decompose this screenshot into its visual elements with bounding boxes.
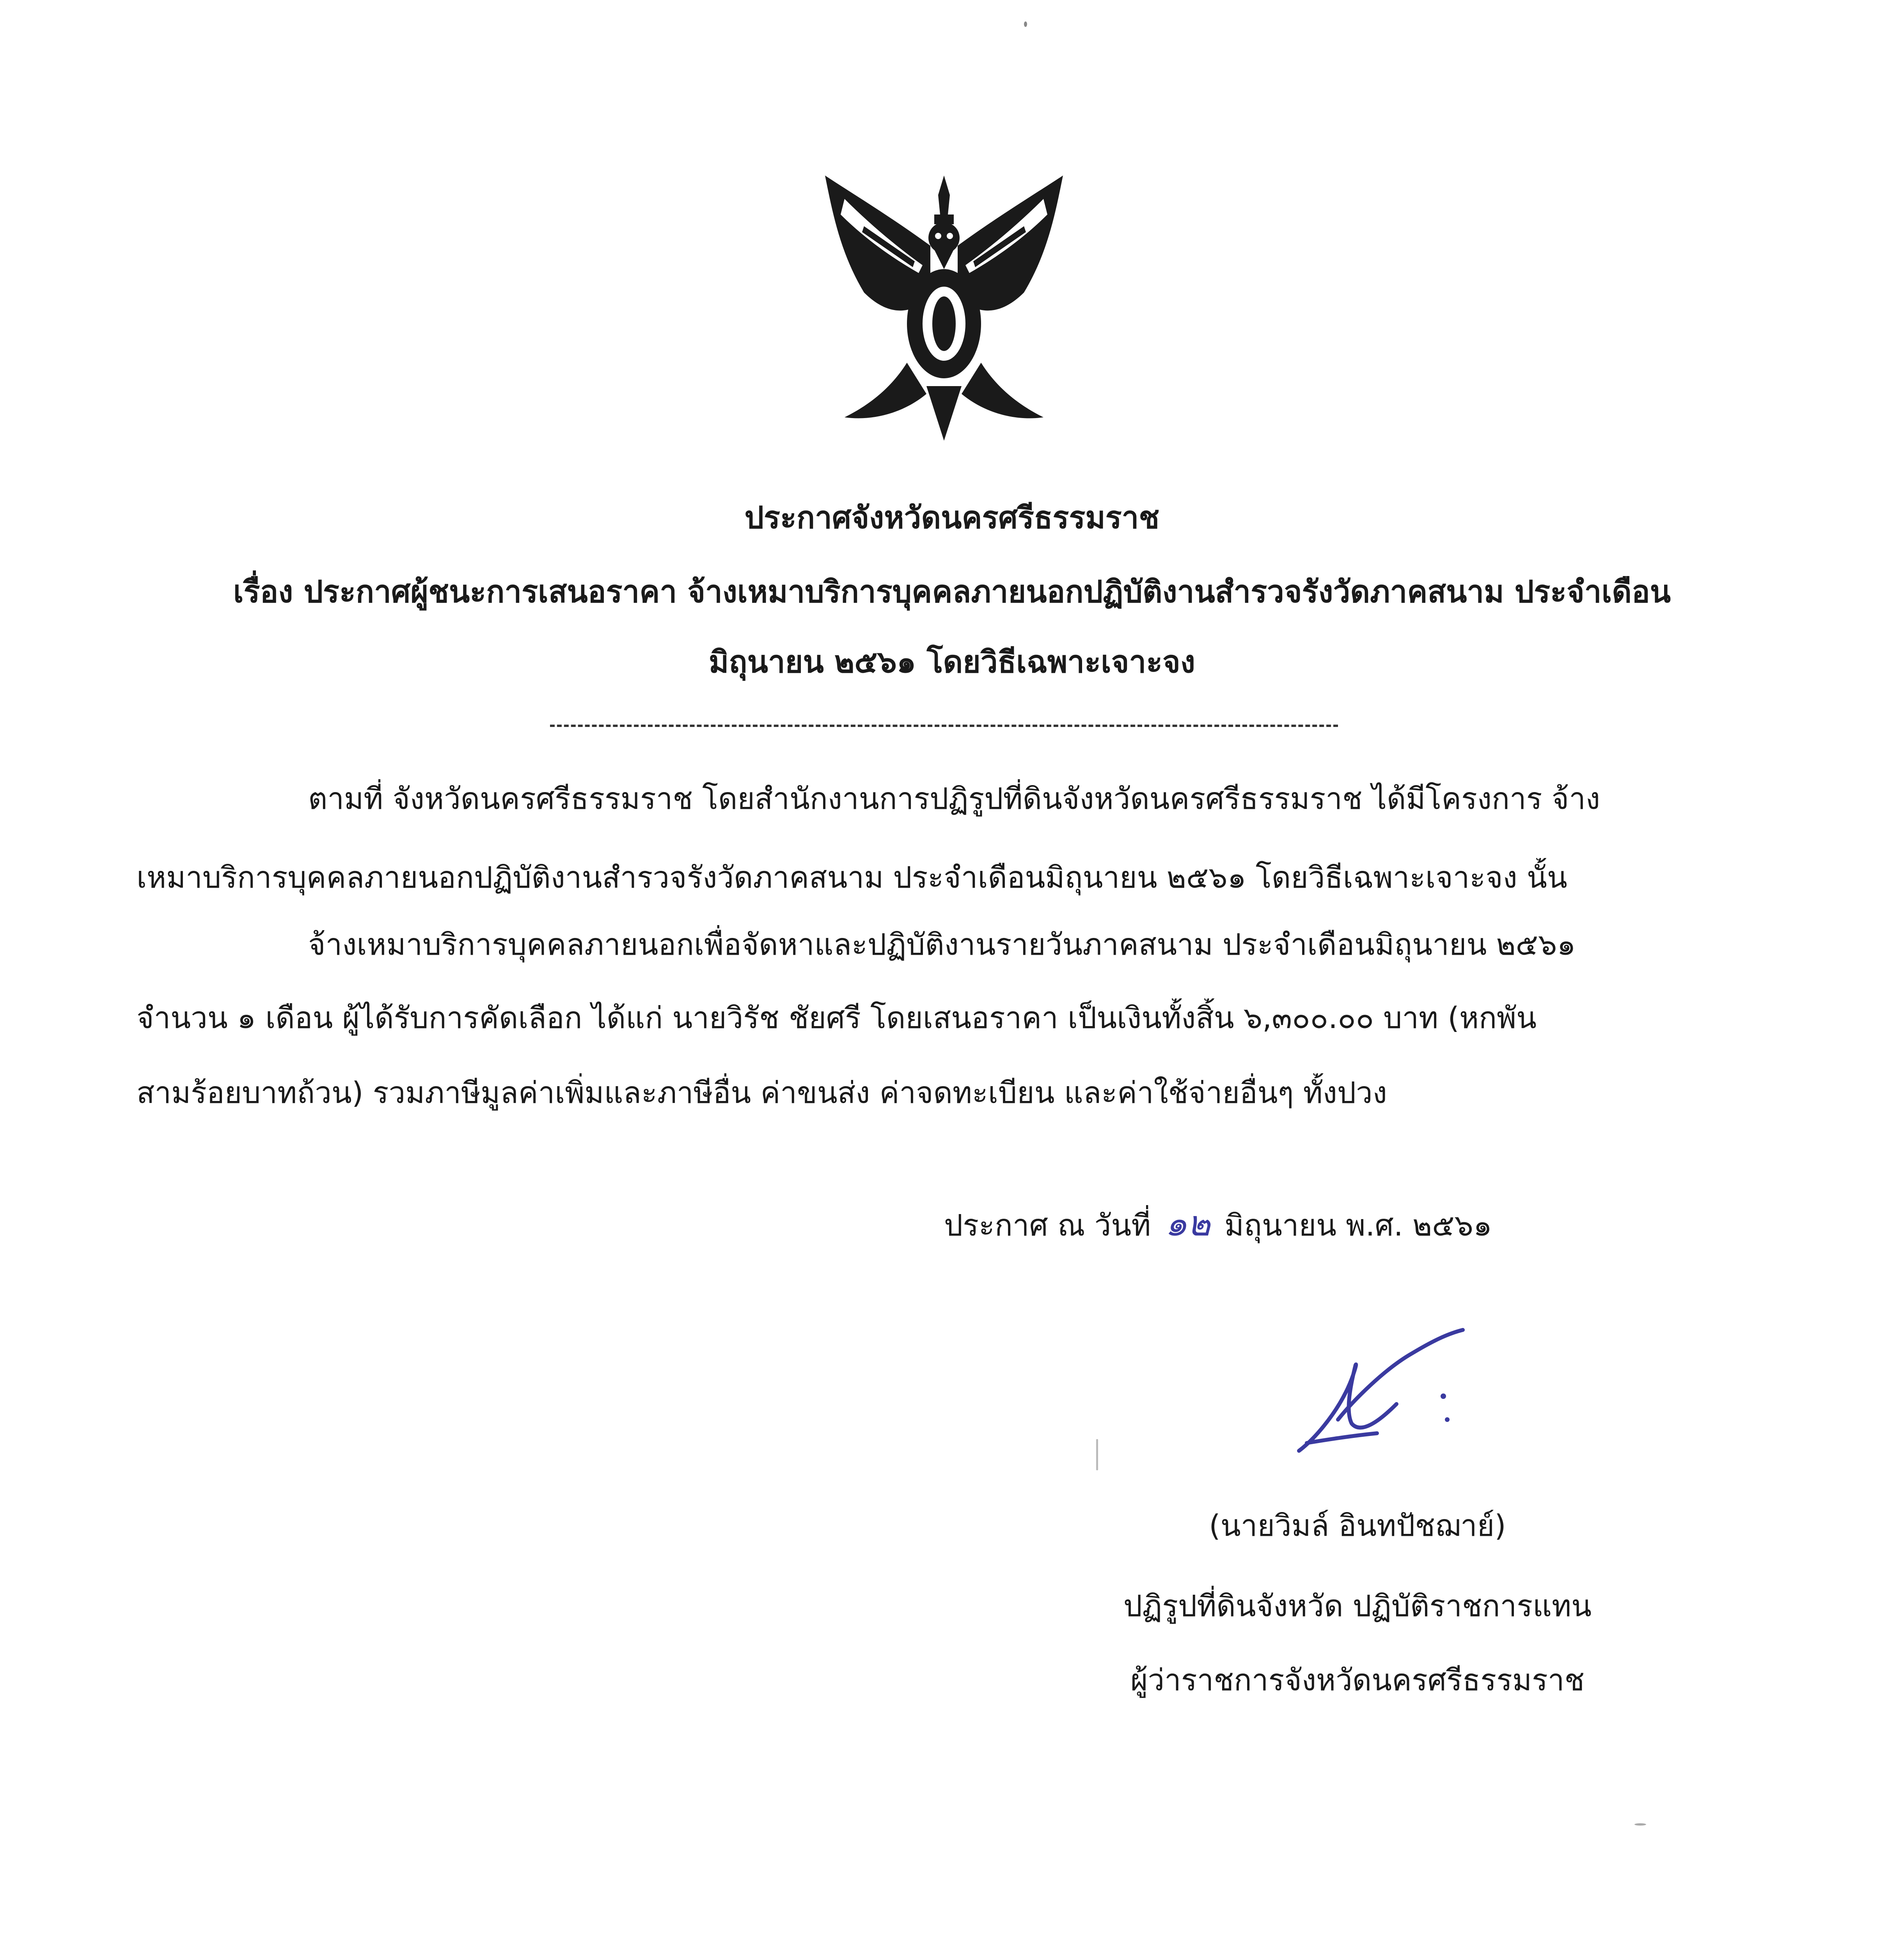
body-line: จ้างเหมาบริการบุคคลภายนอกเพื่อจัดหาและปฏิบัติงานรายวันภาคสนาม ประจำเดือนมิถุนายน ๒๕๖๑ [308, 927, 1576, 962]
signatory-name: (นายวิมล์ อินทปัชฌาย์) [1209, 1508, 1506, 1543]
scan-speck [1096, 1439, 1098, 1470]
announcement-title: ประกาศจังหวัดนครศรีธรรมราช [744, 500, 1160, 535]
announcement-subject: เรื่อง ประกาศผู้ชนะการเสนอราคา จ้างเหมาบริการบุคคลภายนอกปฏิบัติงานสำรวจรังวัดภาคสนาม ประจำเดือน [233, 574, 1671, 610]
date-suffix: มิถุนายน พ.ศ. ๒๕๖๑ [1224, 1208, 1492, 1243]
body-line: สามร้อยบาทถ้วน) รวมภาษีมูลค่าเพิ่มและภาษีอื่น ค่าขนส่ง ค่าจดทะเบียน และค่าใช้จ่ายอื่นๆ ทั้งปวง [137, 1075, 1387, 1110]
body-line: เหมาบริการบุคคลภายนอกปฏิบัติงานสำรวจรังวัดภาคสนาม ประจำเดือนมิถุนายน ๒๕๖๑ โดยวิธีเฉพาะเจาะจง นั้น [137, 860, 1567, 895]
date-prefix: ประกาศ ณ วันที่ [944, 1208, 1151, 1243]
body-line: จำนวน ๑ เดือน ผู้ได้รับการคัดเลือก ได้แก่ นายวิรัช ชัยศรี โดยเสนอราคา เป็นเงินทั้งสิ้น ๖,๓๐๐.๐๐ บาท (หกพัน [137, 1000, 1537, 1035]
garuda-emblem-icon [817, 168, 1071, 441]
signatory-position: ปฏิรูปที่ดินจังหวัด ปฏิบัติราชการแทน [1123, 1588, 1592, 1623]
scan-speck [1024, 21, 1027, 27]
body-line: ตามที่ จังหวัดนครศรีธรรมราช โดยสำนักงานการปฏิรูปที่ดินจังหวัดนครศรีธรรมราช ได้มีโครงการ จ้าง [308, 781, 1600, 816]
scan-speck [1634, 1823, 1646, 1826]
handwritten-signature [1283, 1322, 1510, 1462]
separator-line [550, 725, 1338, 727]
signatory-position-on-behalf: ผู้ว่าราชการจังหวัดนครศรีธรรมราช [1130, 1663, 1585, 1697]
announcement-date [944, 1204, 1783, 1245]
date-day-handwritten: ๑๒ [1165, 1203, 1210, 1244]
announcement-subject-continued: มิถุนายน ๒๕๖๑ โดยวิธีเฉพาะเจาะจง [709, 645, 1195, 680]
